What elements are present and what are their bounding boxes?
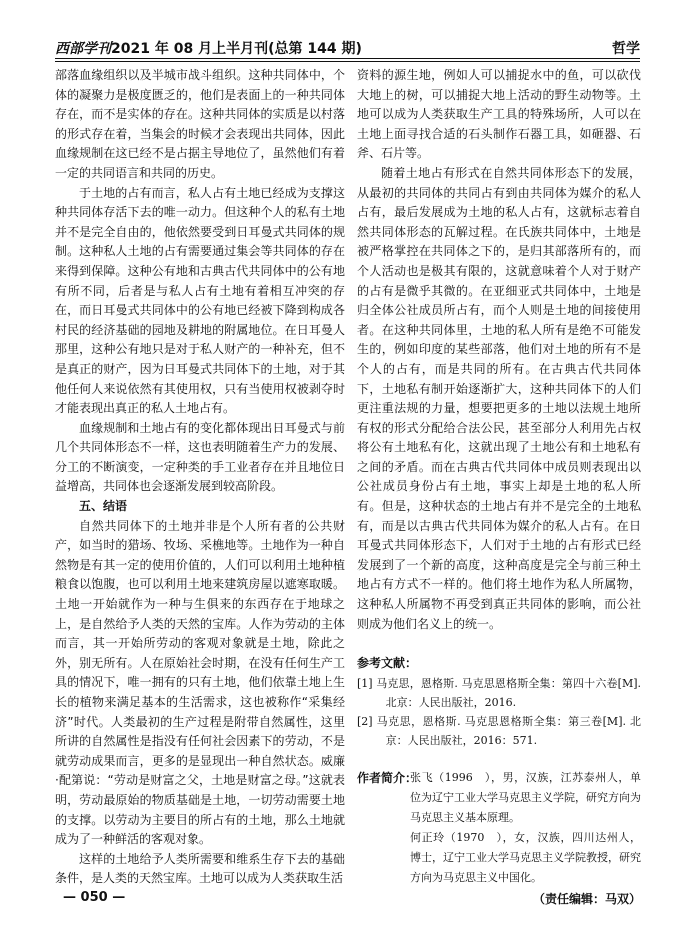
left-column [55, 66, 345, 889]
section-heading: 五、结语 [79, 499, 128, 514]
header-rule [55, 58, 640, 59]
author-info [357, 768, 641, 888]
journal-logo: 西部学刊 [55, 41, 111, 57]
reference-item: [1] 马克思，恩格斯. 马克思恩格斯全集：第四十六卷[M]. 北京：人民出版社，2016. [357, 676, 641, 709]
page-number: — 050 — [63, 890, 126, 905]
right-column [357, 66, 641, 909]
author-info-label: 作者简介： [357, 770, 418, 785]
references-title: 参考文献： [357, 656, 418, 671]
paragraph: 随着土地占有形式在自然共同体形态下的发展，从最初的共同体的共同占有到由共同体为媒介的私人占有，最后发展成为土地的私人占有，这就标志着自然共同体形态的瓦解过程。在氏族共同体中，土地是被严格掌控在共同体之下的，是归其部落所有的，而个人活动也是极其有限的，这就意味着个人对于财产的占有是微乎其微的。在亚细亚式共同体中，土地是归全体公社成员所占有，而个人则是土地的间接使用者。在这种共同体里，土地的私人所有是绝不可能发生的，例如印度的某些部落，他们对土地的所有不是个人的占有，而是共同的所有。在古典古代共同体下，土地私有制开始逐渐扩大，这种共同体下的人们更注重法规的力量，想要把更多的土地以法规土地所有权的形式分配给合法公民，甚至部分人利用先占权将公有土地私有化，这就出现了土地公有和土地私有之间的矛盾。而在古典古代共同体中成员则表现出以公社成员身份占有土地，事实上却是土地的私人所有。但是，这种状态的土地占有并不是完全的土地私有，而是以古典古代共同体为媒介的私人占有。在日耳曼式共同体形态下，人们对于土地的占有形式已经发展到了一个新的高度，这种高度是完全与前三种土地占有方式不一样的。他们将土地作为私人所属物，这种私人所属物不再受到真正共同体的影响，而公社则成为他们名义上的统一。 [357, 165, 641, 631]
paragraph: 资料的源生地，例如人可以捕捉水中的鱼，可以砍伐大地上的树，可以捕捉大地上活动的野生动物等。土地可以成为人类获取生产工具的特殊场所，人可以在土地上面寻找合适的石头制作石器工具，如砸器、石斧、石片等。 [357, 68, 641, 161]
author-bio: 张飞（1996 ），男，汉族，江苏泰州人，单位为辽宁工业大学马克思主义学院，研究方向为马克思主义基本原理。 [410, 770, 641, 824]
paragraph: 于土地的占有而言，私人占有土地已经成为支撑这种共同体存活下去的唯一动力。但这种个人的私有土地并不是完全自由的，他依然要受到日耳曼式共同体的规制。这种私人土地的占有需要通过集会等共同体的存在来得到保障。这种公有地和古典古代共同体中的公有地有所不同，后者是与私人占有土地有着相互冲突的存在，而日耳曼式共同体中的公有地已经被下降到构成各村民的经济基础的园地及耕地的附属地位。在日耳曼人那里，这种公有地只是对于私人财产的一种补充，但不是真正的财产，因为日耳曼式共同体下的土地，对于其他任何人来说依然有其使用权，只有当使用权被剥夺时才能表现出真正的私人土地占有。 [55, 185, 345, 416]
responsible-editor: （责任编辑：马双） [532, 891, 641, 906]
paragraph: 部落血缘组织以及半城市战斗组织。这种共同体中，个体的凝聚力是极度匮乏的，他们是表面上的一种共同体存在，而不是实体的存在。这种共同体的实质是以村落的形式存在着，当集会的时候才会表现出共同体，因此血缘规制在这已经不是占据主导地位了，虽然他们有着一定的共同语言和共同的历史。 [55, 68, 345, 180]
paragraph: 这样的土地给予人类所需要和维系生存下去的基础条件，是人类的天然宝库。土地可以成为人类获取生活 [55, 851, 345, 886]
section-label: 哲学 [612, 41, 640, 57]
author-bio: 何正玲（1970 ），女，汉族，四川达州人，博士，辽宁工业大学马克思主义学院教授，研究方向为马克思主义中国化。 [410, 830, 641, 884]
issue-info: 2021 年 08 月上半月刊(总第 144 期) [111, 41, 362, 57]
paragraph: 血缘规制和土地占有的变化都体现出日耳曼式与前几个共同体形态不一样，这也表明随着生产力的发展、分工的不断演变，一定种类的手工业者存在并且地位日益增高，共同体也会逐渐发展到较高阶段。 [55, 420, 345, 494]
header-rule-thin [55, 61, 640, 62]
journal-header [55, 38, 362, 58]
reference-item: [2] 马克思，恩格斯. 马克思恩格斯全集：第三卷[M]. 北京：人民出版社，2016：571. [357, 714, 641, 747]
paragraph: 自然共同体下的土地并非是个人所有者的公共财产，如当时的猎场、牧场、采樵地等。土地作为一种自然物是有其一定的使用价值的，人们可以利用土地种植粮食以饱腹，也可以利用土地来建筑房屋以遮寒取暖。土地一开始就作为一种与生俱来的东西存在于地球之上，是自然给予人类的天然的宝库。人作为劳动的主体而言，其一开始所劳动的客观对象就是土地，除此之外，别无所有。人在原始社会时期，在没有任何生产工具的情况下，唯一拥有的只有土地，他们依靠土地上生长的植物来满足基本的生活需求，这也被称作“采集经济”时代。人类最初的生产过程是附带自然属性，这里所讲的自然属性是指没有任何社会因素下的劳动，不是就劳动成果而言，更多的是显现出一种自然状态。威廉·配第说：“劳动是财富之父，土地是财富之母。”这就表明，劳动最原始的物质基础是土地，一切劳动需要土地的支撑。以劳动为主要目的所占有的土地，那么土地就成为了一种鲜活的客观对象。 [55, 518, 345, 847]
